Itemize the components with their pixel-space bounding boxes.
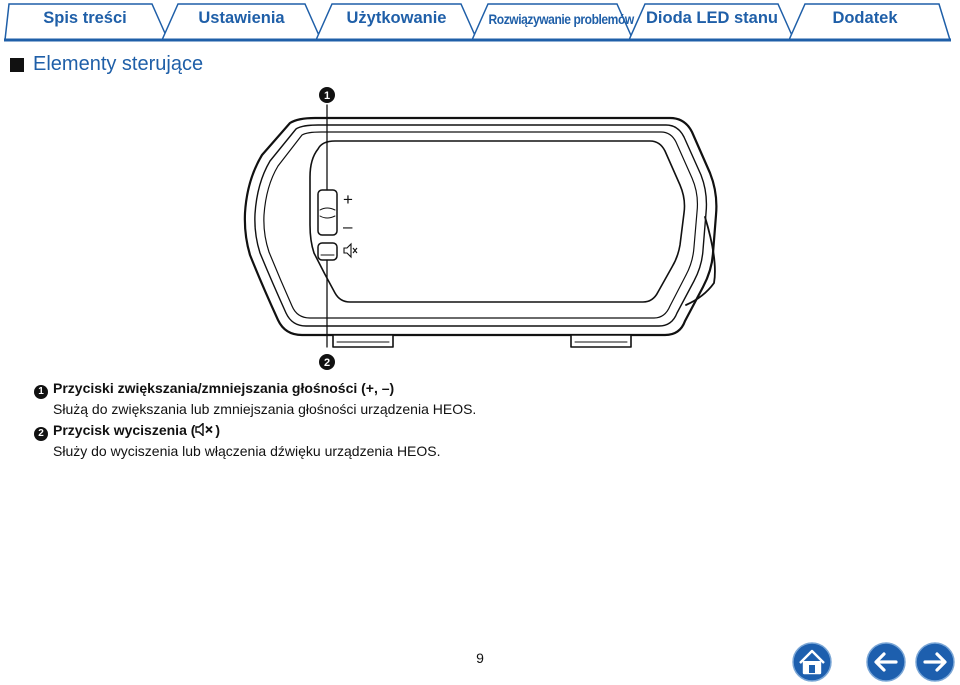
- tab-spis-tresci[interactable]: Spis treści: [43, 9, 127, 27]
- callout-2-label: 2: [323, 357, 331, 369]
- tab-ustawienia[interactable]: Ustawienia: [198, 9, 285, 27]
- square-bullet-icon: [10, 58, 24, 72]
- section-heading: [10, 53, 203, 76]
- item-2-title-prefix: Przycisk wyciszenia (: [53, 422, 196, 438]
- item-1: [34, 378, 476, 419]
- item-1-title: Przyciski zwiększania/zmniejszania głośności (+, –): [53, 380, 395, 396]
- device-illustration: [240, 85, 720, 375]
- tab-uzytkowanie[interactable]: Użytkowanie: [346, 9, 447, 27]
- callout-1-label: 1: [323, 90, 331, 102]
- item-1-description: Służą do zwiększania lub zmniejszania głośności urządzenia HEOS.: [53, 401, 477, 417]
- device-foot-left: [333, 335, 393, 347]
- page-number: 9: [476, 650, 484, 666]
- minus-symbol: –: [343, 217, 353, 236]
- forward-button[interactable]: [915, 642, 955, 682]
- item-2-description: Służy do wyciszenia lub włączenia dźwięku urządzenia HEOS.: [53, 443, 441, 459]
- page-title: Elementy sterujące: [33, 53, 204, 75]
- tab-dioda-led-stanu[interactable]: Dioda LED stanu: [645, 9, 778, 27]
- device-foot-right: [571, 335, 631, 347]
- tab-dodatek[interactable]: Dodatek: [832, 9, 898, 27]
- item-2-number: 2: [34, 427, 48, 441]
- back-button[interactable]: [866, 642, 906, 682]
- plus-symbol: +: [343, 190, 353, 209]
- mute-speaker-icon: [195, 423, 215, 436]
- tab-bar: [0, 0, 960, 44]
- tab-rozwiazywanie-problemow[interactable]: Rozwiązywanie problemów: [488, 11, 634, 27]
- mute-speaker-icon: [344, 244, 357, 257]
- item-1-number: 1: [34, 385, 48, 399]
- item-2: [34, 420, 441, 461]
- device-front-panel: [310, 141, 685, 302]
- mute-button: [318, 243, 337, 260]
- home-button[interactable]: [792, 642, 832, 682]
- volume-buttons: [318, 190, 337, 235]
- item-2-title-suffix: ): [215, 422, 221, 438]
